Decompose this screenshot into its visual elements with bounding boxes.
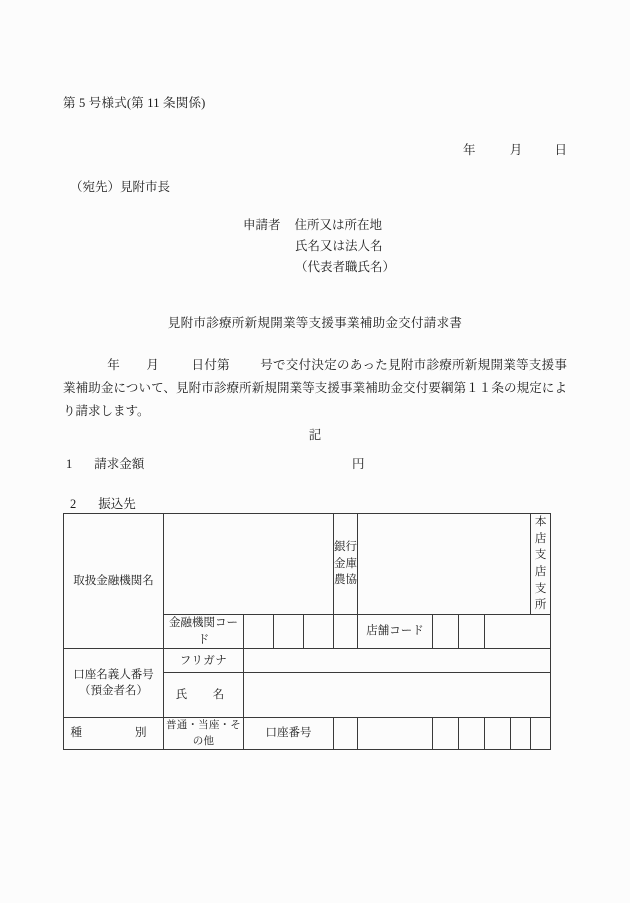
branch-kind-sub-branch: 支所 (534, 582, 547, 612)
addressee: （宛先）見附市長 (70, 180, 171, 194)
account-number-box[interactable] (433, 718, 459, 749)
applicant-representative-field: （代表者職氏名） (295, 260, 396, 274)
page-title: 見附市診療所新規開業等支援事業補助金交付請求書 (167, 316, 463, 330)
item-1-label: 請求金額 (94, 457, 145, 471)
branch-code-box[interactable] (433, 615, 459, 649)
account-number-box[interactable] (531, 718, 551, 749)
ki-marker: 記 (308, 428, 322, 442)
applicant-address-row (243, 215, 395, 236)
institution-kind-nokyo: 農協 (334, 574, 357, 587)
institution-name-label-cell (64, 514, 164, 649)
account-number-label: 口座番号 (244, 718, 334, 749)
account-type-options[interactable]: 普通・当座・その他 (164, 718, 244, 749)
branch-kind-head-office: 本店 (534, 516, 547, 545)
institution-code-box[interactable] (304, 615, 334, 649)
institution-name-input-cell[interactable] (164, 514, 334, 615)
applicant-representative-row (243, 257, 395, 278)
account-number-box[interactable] (485, 718, 511, 749)
branch-kind-cell (531, 514, 551, 615)
table-row-account-type (64, 718, 551, 749)
account-holder-label-cell (64, 649, 164, 718)
item-1-number: 1 (66, 457, 73, 471)
furigana-label: フリガナ (164, 649, 244, 673)
applicant-block (243, 215, 395, 278)
account-name-input-cell[interactable] (244, 673, 551, 718)
furigana-input-cell[interactable] (244, 649, 551, 673)
form-number: 第 5 号様式(第 11 条関係) (63, 96, 206, 110)
account-holder-label-line1: 口座名義人番号 (73, 668, 154, 681)
account-number-box[interactable] (459, 718, 485, 749)
institution-kind-cell (334, 514, 358, 615)
institution-code-box[interactable] (244, 615, 274, 649)
institution-name-label: 取扱金融機関名 (73, 574, 154, 587)
currency-unit-label: 円 (352, 457, 365, 471)
account-number-box[interactable] (358, 718, 433, 749)
account-number-box[interactable] (334, 718, 358, 749)
item-2-number: 2 (70, 497, 77, 511)
table-row-institution-name (64, 514, 551, 615)
item-2-transfer-destination (70, 494, 136, 512)
institution-code-box[interactable] (274, 615, 304, 649)
body-line2-text: について、見附市診療所新規開業等支援事業補助金交付要綱第１１条の規定により請求します。 (63, 381, 567, 418)
applicant-address-field: 住所又は所在地 (294, 218, 383, 232)
branch-code-box[interactable] (485, 615, 551, 649)
institution-code-label: 金融機関コード (164, 615, 244, 649)
bank-transfer-table (63, 513, 551, 750)
institution-code-box[interactable] (334, 615, 358, 649)
body-month-label: 月 (146, 358, 160, 372)
table-row-furigana (64, 649, 551, 673)
account-number-box[interactable] (511, 718, 531, 749)
body-year-label: 年 (107, 358, 121, 372)
branch-name-input-cell[interactable] (358, 514, 531, 615)
account-name-label: 氏 名 (164, 673, 244, 718)
item-2-label: 振込先 (98, 497, 136, 511)
account-holder-label-line2: （預金者名） (79, 685, 148, 698)
date-month-label: 月 (509, 143, 523, 157)
applicant-name-field: 氏名又は法人名 (295, 239, 383, 253)
item-1-claim-amount (66, 454, 144, 472)
date-day-label: 日 (554, 143, 567, 157)
body-paragraph (63, 354, 567, 423)
branch-code-label: 店舗コード (358, 615, 433, 649)
institution-kind-bank: 銀行 (334, 541, 357, 553)
date-year-label: 年 (462, 143, 476, 157)
applicant-name-row (243, 236, 395, 257)
account-type-label: 種 別 (64, 718, 164, 749)
body-line1-text: 号で交付決定のあった見附市診療所新規開業等支援事業補助金 (63, 358, 567, 395)
branch-kind-branch: 支店 (534, 549, 547, 579)
applicant-label: 申請者 (243, 218, 281, 232)
institution-kind-shinkin: 金庫 (334, 557, 357, 570)
body-day-label: 日付第 (191, 358, 230, 372)
branch-code-box[interactable] (459, 615, 485, 649)
date-line (0, 140, 567, 158)
